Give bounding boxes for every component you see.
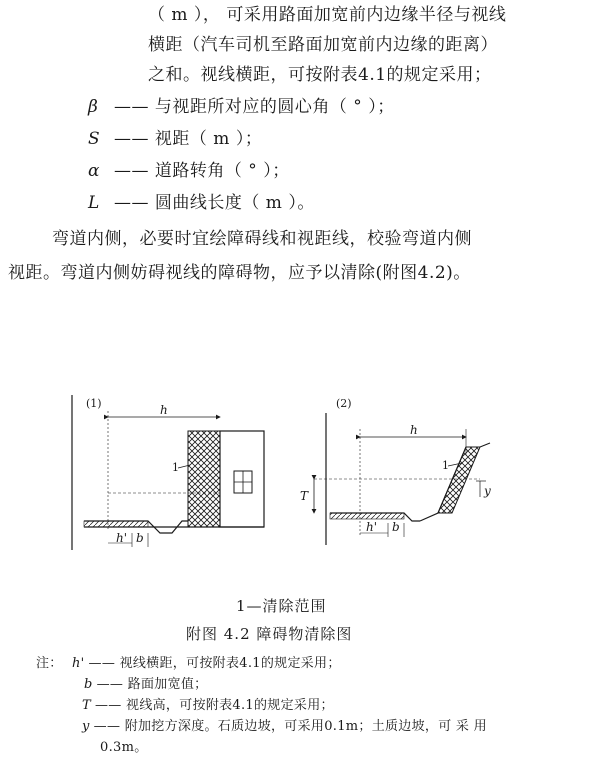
definition-s bbox=[88, 128, 262, 150]
b-label-right: b bbox=[392, 520, 400, 534]
pavement-left bbox=[84, 521, 148, 527]
definition-l bbox=[88, 192, 315, 214]
t-label: T bbox=[300, 489, 309, 503]
h-prime-label-left: h' bbox=[116, 531, 128, 545]
paragraph-line-1: 弯道内侧，必要时宜绘障碍线和视距线，校验弯道内侧 bbox=[52, 229, 472, 249]
figure-legend: 1—清除范围 bbox=[236, 597, 327, 615]
symbol-beta: β bbox=[88, 97, 99, 117]
panel-1-label: (1) bbox=[86, 397, 102, 410]
definition-l-text: —— 圆曲线长度（ m ）。 bbox=[114, 193, 315, 213]
obstacle-clearance-figure bbox=[60, 385, 540, 585]
note-text-h-prime: —— 视线横距，可按附表4.1的规定采用； bbox=[88, 656, 341, 671]
marker-label-right: 1 bbox=[442, 459, 449, 472]
note-symbol-t: T bbox=[82, 698, 91, 713]
symbol-l: L bbox=[88, 193, 100, 213]
note-symbol-b: b bbox=[84, 677, 93, 692]
text-line-3: 之和。视线横距，可按附表4.1的规定采用； bbox=[148, 65, 492, 85]
pavement-right bbox=[330, 513, 404, 519]
panel-2 bbox=[300, 397, 491, 545]
paragraph-line-2: 视距。弯道内侧妨碍视线的障碍物，应予以清除(附图4.2)。 bbox=[8, 263, 471, 283]
y-label: y bbox=[484, 484, 491, 498]
note-item-t bbox=[82, 697, 334, 715]
panel-2-label: (2) bbox=[336, 397, 352, 410]
clearance-zone-right bbox=[438, 447, 480, 513]
panel-1 bbox=[72, 395, 264, 550]
definition-alpha bbox=[88, 160, 290, 182]
note-item-b bbox=[84, 676, 207, 694]
symbol-s: S bbox=[88, 129, 101, 149]
slope-top bbox=[480, 443, 490, 447]
note-item-y bbox=[82, 718, 487, 736]
note-text-b: —— 路面加宽值； bbox=[96, 677, 208, 692]
note-text-y: —— 附加挖方深度。石质边坡，可采用0.1m；土质边坡，可 采 用 bbox=[93, 719, 487, 734]
h-prime-label-right: h' bbox=[366, 520, 378, 534]
definition-s-text: —— 视距（ m ）； bbox=[114, 129, 263, 149]
note-continuation: 0.3m。 bbox=[100, 740, 148, 755]
text-line-2: 横距（汽车司机至路面加宽前内边缘的距离） bbox=[148, 35, 498, 55]
building bbox=[220, 431, 264, 527]
b-label-left: b bbox=[136, 531, 144, 545]
note-symbol-y: y bbox=[82, 719, 90, 734]
definition-beta bbox=[88, 96, 395, 118]
clearance-zone-left bbox=[188, 431, 220, 527]
note-text-t: —— 视线高，可按附表4.1的规定采用； bbox=[94, 698, 334, 713]
h-label-left: h bbox=[160, 403, 168, 417]
definition-alpha-text: —— 道路转角（ ° ）； bbox=[114, 161, 290, 181]
symbol-alpha: α bbox=[88, 161, 100, 181]
note-prefix: 注： bbox=[36, 656, 63, 671]
h-label-right: h bbox=[410, 423, 418, 437]
note-item-h-prime bbox=[72, 655, 341, 673]
text-line-1: （ m ）， 可采用路面加宽前内边缘半径与视线 bbox=[148, 5, 507, 25]
figure-caption: 附图 4.2 障碍物清除图 bbox=[186, 625, 353, 643]
definition-beta-text: —— 与视距所对应的圆心角（ ° ）； bbox=[114, 97, 395, 117]
marker-label-left: 1 bbox=[172, 461, 179, 474]
note-symbol-h-prime: h' bbox=[72, 656, 85, 671]
